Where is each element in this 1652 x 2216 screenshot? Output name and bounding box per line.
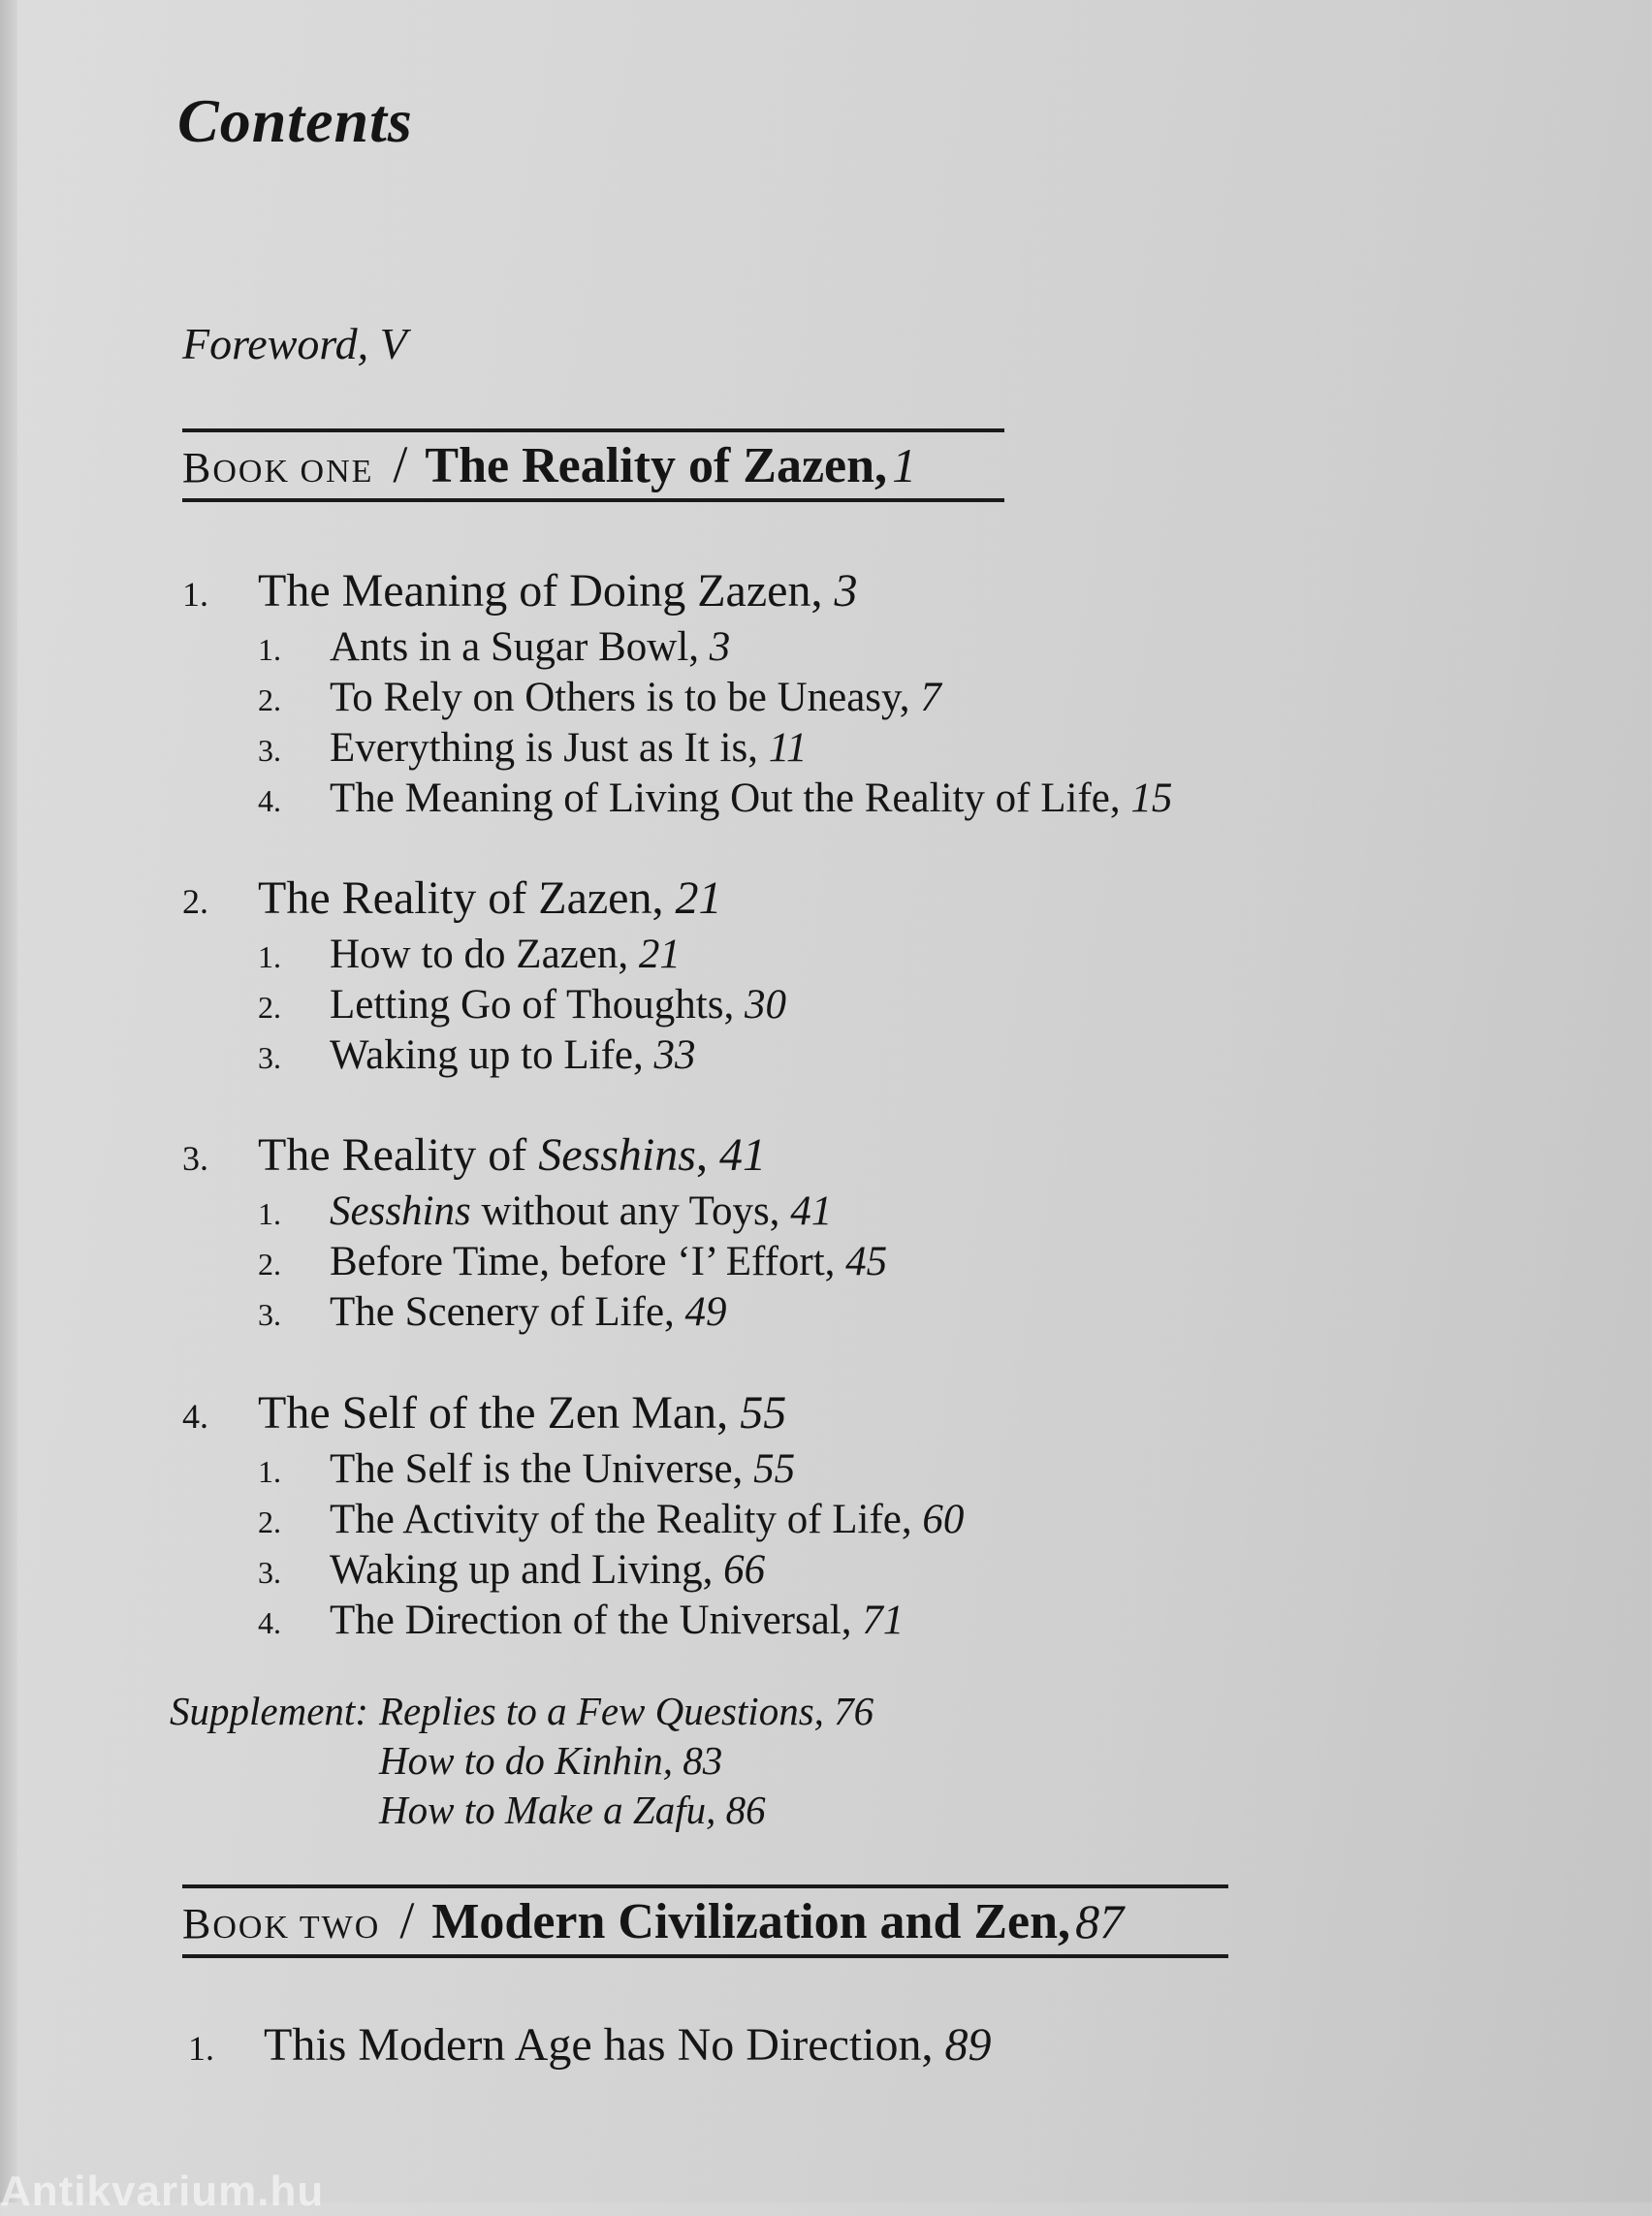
chapter-number: 3. [182,1139,208,1178]
section-item: 3. The Scenery of Life, 49 [258,1289,727,1335]
section-item: 1. The Self is the Universe, 55 [258,1446,796,1492]
book-two-page: 87 [1075,1894,1125,1948]
book-two-label: BOOK TWO [182,1900,381,1947]
page-edge [0,0,17,2202]
book-two-slash: / [399,1891,415,1949]
chapter-page: 41 [718,1129,766,1181]
chapter-2 [182,870,1346,1082]
section-item: 3. Everything is Just as It is, 11 [258,725,808,771]
book-two-chapter-1 [188,2016,1351,2077]
book-two-header [182,1884,1228,1958]
section-item: 2. Before Time, before ‘I’ Effort, 45 [258,1239,888,1284]
chapter-4 [182,1384,1346,1647]
chapter-heading [182,1384,1346,1445]
supplement-item: Replies to a Few Questions, 76 [379,1689,874,1733]
section-item: 3. Waking up to Life, 33 [258,1032,696,1078]
section-item: 2. The Activity of the Reality of Life, 60 [258,1497,965,1542]
chapter-page: 55 [740,1387,787,1439]
supplement-item: How to Make a Zafu, 86 [379,1788,766,1832]
chapter-3 [182,1126,1346,1339]
supplement-item: How to do Kinhin, 83 [379,1738,723,1783]
section-item: 1. How to do Zazen, 21 [258,932,681,977]
chapter-page: 89 [944,2019,992,2071]
supplement-label: Supplement: [170,1689,368,1733]
chapter-number: 2. [182,882,208,921]
chapter-page: 3 [834,565,858,617]
section-item: 2. Letting Go of Thoughts, 30 [258,982,786,1028]
section-item: 3. Waking up and Living, 66 [258,1547,766,1593]
book-one-slash: / [393,435,408,493]
chapter-number: 1. [188,2029,214,2068]
chapter-title: The Reality of Zazen, [258,872,664,924]
chapter-heading [188,2016,1351,2077]
section-item: 2. To Rely on Others is to be Uneasy, 7 [258,675,941,720]
chapter-number: 4. [182,1397,208,1436]
page-title: Contents [177,86,413,155]
chapter-number: 1. [182,575,208,614]
book-two-title: Modern Civilization and Zen, [431,1894,1071,1949]
book-one-header [182,428,1004,502]
watermark: Antikvarium.hu [0,2168,325,2215]
chapter-title: This Modern Age has No Direction, [264,2019,934,2071]
section-item: 4. The Meaning of Living Out the Reality of Life, 15 [258,776,1173,821]
chapter-heading [182,562,1346,623]
section-item: 1. Sesshins without any Toys, 41 [258,1188,833,1234]
chapter-page: 21 [675,872,722,924]
chapter-title: The Meaning of Doing Zazen, [258,565,823,617]
chapter-heading [182,870,1346,931]
book-one-label: BOOK ONE [182,444,374,491]
chapter-title: The Reality of Sesshins, [258,1129,708,1181]
section-item: 1. Ants in a Sugar Bowl, 3 [258,624,731,670]
chapter-heading [182,1126,1346,1187]
chapter-1 [182,562,1346,825]
foreword-entry: Foreword, V [182,319,407,368]
book-one-title: The Reality of Zazen, [425,438,888,493]
book-one-page: 1 [892,438,917,492]
supplement [170,1687,874,1835]
section-item: 4. The Direction of the Universal, 71 [258,1598,905,1643]
chapter-title: The Self of the Zen Man, [258,1387,729,1439]
